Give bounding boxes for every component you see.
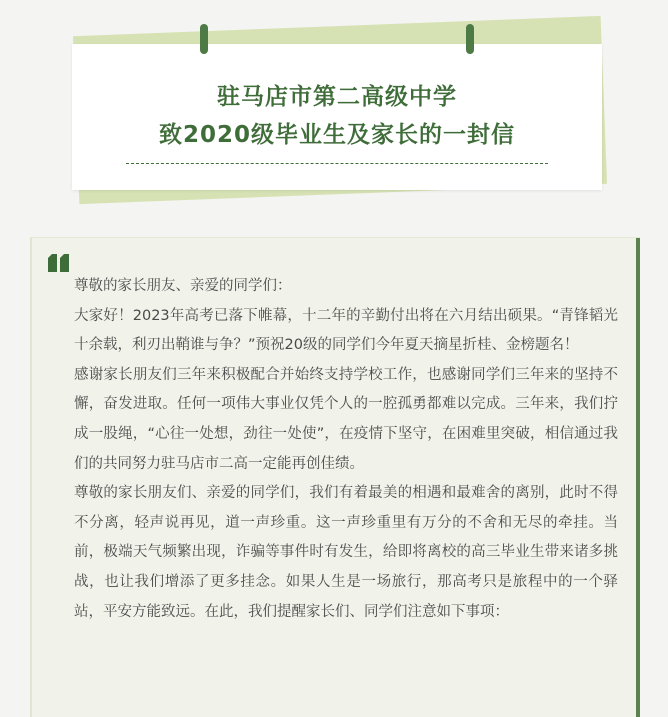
letter-paragraph: 尊敬的家长朋友们、亲爱的同学们，我们有着最美的相遇和最难舍的离别，此时不得不分离，轻声说再见，道一声珍重。这一声珍重里有万分的不舍和无尽的牵挂。当前，极端天气频繁出现，诈骗等事件时有发生，给即将离校的高三毕业生带来诸多挑战，也让我们增添了更多挂念。如果人生是一场旅行，那高考只是旅程中的一个驿站，平安方能致远。在此，我们提醒家长们、同学们注意如下事项： [74, 485, 618, 620]
pin-icon [466, 24, 474, 54]
letter-body [74, 272, 618, 627]
letter-paragraph: 大家好！2023年高考已落下帷幕，十二年的辛勤付出将在六月结出硕果。“青锋韬光十余载，利刃出鞘谁与争？”预祝20级的同学们今年夏天摘星折桂、金榜题名！ [74, 307, 618, 354]
pin-icon [200, 24, 208, 54]
letter-panel-top-edge [30, 237, 640, 238]
letter-greeting: 尊敬的家长朋友、亲爱的同学们： [74, 278, 292, 294]
page-title [72, 78, 602, 154]
letter-paragraph: 感谢家长朋友们三年来积极配合并始终支持学校工作，也感谢同学们三年来的坚持不懈，奋发进取。任何一项伟大事业仅凭个人的一腔孤勇都难以完成。三年来，我们拧成一股绳，“心往一处想，劲往一处使”，在疫情下坚守，在困难里突破，相信通过我们的共同努力驻马店市二高一定能再创佳绩。 [74, 366, 618, 472]
title-divider [126, 163, 548, 164]
title-card [0, 0, 668, 215]
title-line-1: 驻马店市第二高级中学 [217, 84, 457, 110]
title-line-2: 致2020级毕业生及家长的一封信 [158, 122, 515, 148]
quote-mark-icon [48, 254, 70, 272]
